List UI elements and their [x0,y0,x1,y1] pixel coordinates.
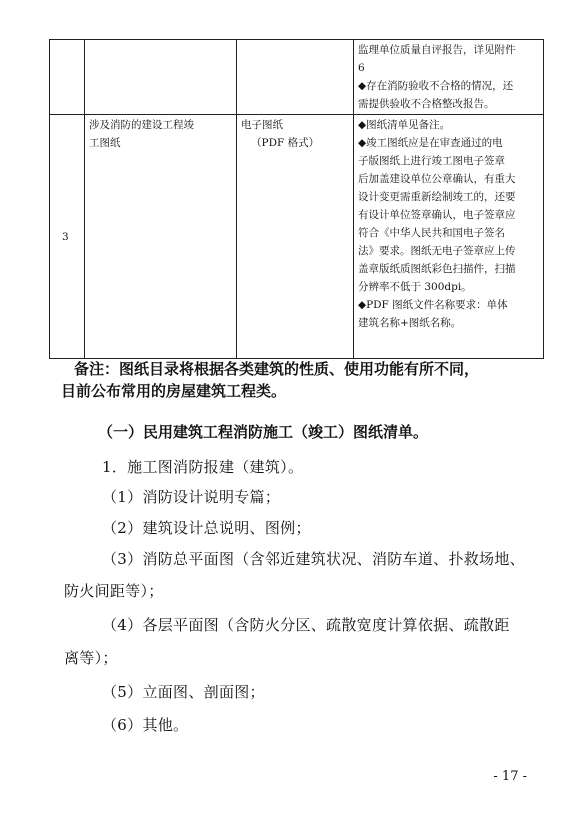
cell-text-line: （PDF 格式） [251,137,320,149]
table-cell-number [50,40,85,115]
cell-text-line: 建筑名称+图纸名称。 [358,317,462,329]
cell-text-line: 后加盖建设单位公章确认，有重大 [358,173,516,185]
cell-text-line: 分辨率不低于 300dpi。 [358,281,472,293]
requirements-table [49,39,544,359]
paragraph-line: 防火间距等）； [64,582,164,600]
cell-text-line: 电子图纸 [241,119,283,131]
page-number: - 17 - [493,769,527,784]
cell-text-line: 盖章版纸质图纸彩色扫描件，扫描 [358,263,516,275]
section-title: （一）民用建筑工程消防施工（竣工）图纸清单。 [98,423,429,441]
cell-text-line: 监理单位质量自评报告，详见附件 [358,44,516,56]
table-cell-format [237,40,354,115]
paragraph-line: （5）立面图、剖面图； [102,683,265,701]
cell-text-line: 6 [358,62,365,74]
paragraph-line: （6）其他。 [102,716,189,734]
cell-text-line: ◆竣工图纸应是在审查通过的电 [358,137,503,149]
table-cell-name [85,40,237,115]
note-line: 目前公布常用的房屋建筑工程类。 [61,382,287,400]
table-cell-name [85,115,237,359]
paragraph-line: （2）建筑设计总说明、图例； [102,519,311,537]
table-cell-description [354,40,544,115]
cell-text-line: ◆图纸清单见备注。 [358,119,451,131]
paragraph-line: （3）消防总平面图（含邻近建筑状况、消防车道、扑救场地、 [102,550,525,568]
cell-text-line: 子版图纸上进行竣工图电子签章 [358,155,505,167]
cell-text-line: 符合《中华人民共和国电子签名 [358,227,505,239]
paragraph-line: 离等）； [64,649,118,667]
paragraph-line: 1．施工图消防报建（建筑）。 [102,458,304,476]
table-cell-format [237,115,354,359]
note-paragraph [61,358,539,402]
table-cell-description [354,115,544,359]
cell-text-line: ◆存在消防验收不合格的情况，还 [358,80,514,92]
cell-text-line: 需提供验收不合格整改报告。 [358,98,495,110]
cell-text-line: 有设计单位签章确认，电子签章应 [358,209,516,221]
cell-text-line: 涉及消防的建设工程竣 [89,119,194,131]
note-line: 备注：图纸目录将根据各类建筑的性质、使用功能有所不同， [74,360,480,378]
paragraph-line: （4）各层平面图（含防火分区、疏散宽度计算依据、疏散距 [102,616,510,634]
table-row [50,40,544,115]
cell-text-line: 工图纸 [89,137,121,149]
cell-text-line: ◆PDF 图纸文件名称要求：单体 [358,299,508,311]
cell-text-line: 设计变更需重新绘制竣工的，还要 [358,191,516,203]
table-cell-number: 3 [50,115,85,359]
paragraph-line: （1）消防设计说明专篇； [102,488,281,506]
table-row [50,115,544,359]
cell-text-line: 法》要求。图纸无电子签章应上传 [358,245,516,257]
